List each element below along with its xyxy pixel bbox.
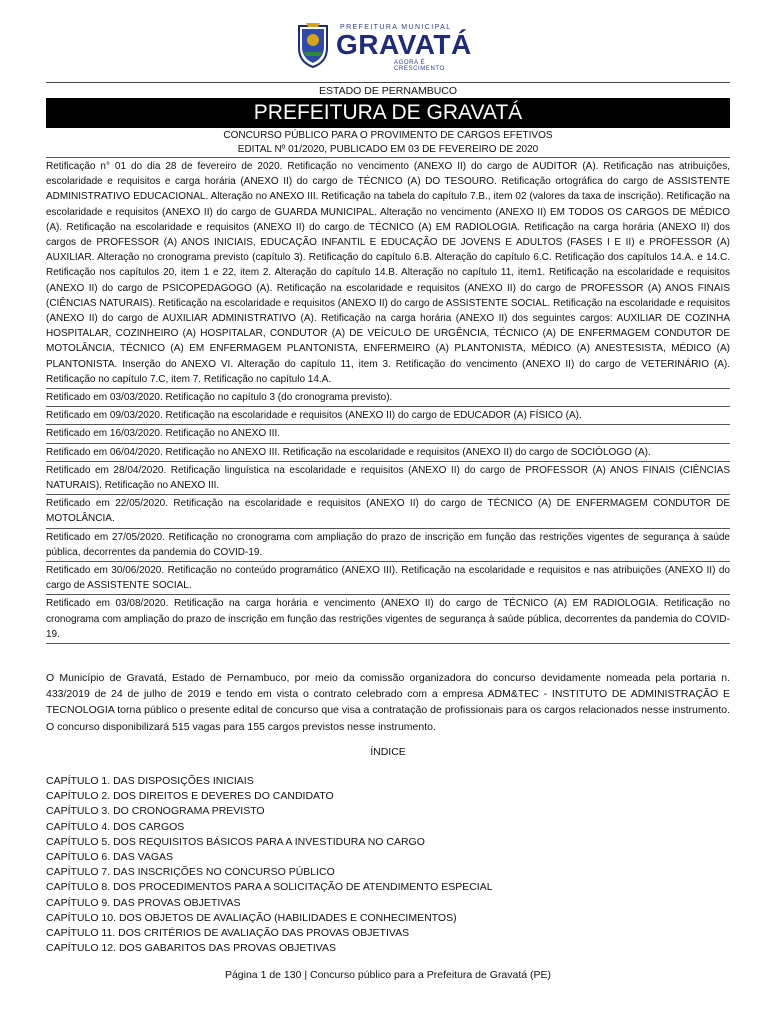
page-footer: Página 1 de 130 | Concurso público para a Prefeitura de Gravatá (PE) [224, 969, 552, 981]
retification-row: Retificação n° 01 do dia 28 de fevereiro de 2020. Retificação no vencimento (ANEXO II) do cargo de AUDITOR (A). Retificação nas atribuições, escolaridade e requisitos e carga horária (ANEXO II) do cargo de TÉCNICO (A) DO TESOURO. Retificação ortográfica do cargo de ASSISTENTE ADMINISTRATIVO EDUCACIONAL. Alteração no ANEXO III. Retificação na tabela do capítulo 7.B., item 02 (valores da taxa de inscrição). Retificação na escolaridade e requisitos (ANEXO II) do cargo de GUARDA MUNICIPAL. Alteração no vencimento (ANEXO II) EM TODOS OS CARGOS DE MÉDICO (A). Retificação na escolaridade e requisitos (ANEXO II) do cargo de TÉCNICO (A) EM RADIOLOGIA. Retificação na carga horária (ANEXO II) dos cargos de PROFESSOR (A) ANOS INICIAIS, EDUCAÇÃO INFANTIL E EDUCAÇÃO DE JOVENS E ADULTOS (FASES I E II) e PROFESSOR (A) AUXILIAR. Alteração no cronograma previsto (capítulo 3). Retificação do capítulo 6.B. Alteração do capítulo 6.C. Retificação dos capítulos 14.A. e 14.C. Retificação nos capítulos 20, item 1 e 22, item 2. Alteração do capítulo 14.B. Alteração no capítulo 11, item1. Retificação na escolaridade e requisitos (ANEXO II) do cargo de PSICOPEDAGOGO (A). Retificação na escolaridade e requisitos (ANEXO II) do cargo de PROFESSOR (A) ANOS FINAIS (CIÊNCIAS NATURAIS). Retificação na escolaridade e requisitos (ANEXO II) do cargo de ASSISTENTE SOCIAL. Retificação na escolaridade e requisitos (ANEXO II) do cargo de AUXILIAR ADMINISTRATIVO (A). Retificação na carga horária (ANEXO II) dos seguintes cargos: AUXILIAR DE COZINHA HOSPITALAR, COZINHEIRO (A) HOSPITALAR, CONDUTOR (A) DE VEÍCULO DE URGÊNCIA, TÉCNICO (A) DE ENFERMAGEM CONDUTOR DE MOTOLÂNCIA, TÉCNICO (A) EM ENFERMAGEM PLANTONISTA, ENFERMEIRO (A) PLANTONISTA, MÉDICO (A) ANESTESISTA, MÉDICO (A) PLANTONISTA. Inserção do ANEXO VI. Alteração do capítulo 11, item 3. Retificação do vencimento (ANEXO II) do cargo de VETERINÁRIO (A). Retificação no capítulo 7.C, item 7. Retificação no capítulo 14.A. [46, 158, 730, 389]
retification-table [46, 157, 730, 644]
header-divider [46, 82, 730, 83]
table-of-contents [46, 774, 730, 956]
city-crest-icon [296, 22, 330, 68]
toc-item[interactable]: CAPÍTULO 12. DOS GABARITOS DAS PROVAS OBJETIVAS [46, 942, 336, 955]
toc-item[interactable]: CAPÍTULO 4. DOS CARGOS [46, 820, 185, 833]
prefeitura-logo [296, 22, 476, 70]
retification-row: Retificado em 28/04/2020. Retificação linguística na escolaridade e requisitos (ANEXO II) do cargo de PROFESSOR (A) ANOS FINAIS (CIÊNCIAS NATURAIS). Retificação no ANEXO III. [46, 462, 730, 495]
toc-item[interactable]: CAPÍTULO 5. DOS REQUISITOS BÁSICOS PARA A INVESTIDURA NO CARGO [46, 835, 425, 848]
retification-row: Retificado em 03/03/2020. Retificação no capítulo 3 (do cronograma previsto). [46, 389, 730, 407]
retification-row: Retificado em 03/08/2020. Retificação na carga horária e vencimento (ANEXO II) do cargo de TÉCNICO (A) EM RADIOLOGIA. Retificação no cronograma com ampliação do prazo de inscrição em função das restrições vigentes de segurança à saúde pública, decorrentes da pandemia do COVID-19. [46, 595, 730, 644]
toc-item[interactable]: CAPÍTULO 2. DOS DIREITOS E DEVERES DO CANDIDATO [46, 790, 334, 803]
logo-city-name: GRAVATÁ [336, 29, 472, 60]
toc-item[interactable]: CAPÍTULO 1. DAS DISPOSIÇÕES INICIAIS [46, 775, 254, 787]
logo-prefeitura-text: PREFEITURA MUNICIPAL [340, 24, 452, 31]
state-name: ESTADO DE PERNAMBUCO [318, 85, 458, 97]
retification-row: Retificado em 22/05/2020. Retificação na escolaridade e requisitos (ANEXO II) do cargo de TÉCNICO (A) DE ENFERMAGEM CONDUTOR DE MOTOLÂNCIA. [46, 495, 730, 528]
toc-item[interactable]: CAPÍTULO 9. DAS PROVAS OBJETIVAS [46, 896, 241, 909]
toc-item[interactable]: CAPÍTULO 6. DAS VAGAS [46, 851, 174, 864]
toc-item[interactable]: CAPÍTULO 10. DOS OBJETOS DE AVALIAÇÃO (HABILIDADES E CONHECIMENTOS) [46, 911, 457, 924]
toc-item[interactable]: CAPÍTULO 8. DOS PROCEDIMENTOS PARA A SOLICITAÇÃO DE ATENDIMENTO ESPECIAL [46, 881, 493, 894]
contest-subtitle: CONCURSO PÚBLICO PARA O PROVIMENTO DE CARGOS EFETIVOS [223, 130, 553, 141]
toc-item[interactable]: CAPÍTULO 3. DO CRONOGRAMA PREVISTO [46, 805, 265, 818]
intro-paragraph: O Município de Gravatá, Estado de Pernambuco, por meio da comissão organizadora do concurso devidamente nomeada pela portaria n. 433/2019 de 24 de julho de 2019 e tendo em vista o contrato celebrado com a empresa ADM&TEC - INSTITUTO DE ADMINISTRAÇÃO E TECNOLOGIA torna público o presente edital de concurso que visa a contratação de profissionais para os cargos relacionados nesse instrumento. O concurso disponibilizará 515 vagas para 155 cargos previstos nesse instrumento. [46, 672, 730, 733]
retification-row: Retificado em 30/06/2020. Retificação no conteúdo programático (ANEXO III). Retificação na escolaridade e requisitos e nas atribuições (ANEXO II) do cargo de ASSISTENTE SOCIAL. [46, 562, 730, 595]
retification-row: Retificado em 16/03/2020. Retificação no ANEXO III. [46, 425, 730, 443]
toc-item[interactable]: CAPÍTULO 7. DAS INSCRIÇÕES NO CONCURSO PÚBLICO [46, 866, 335, 879]
page-title: PREFEITURA DE GRAVATÁ [46, 98, 730, 128]
toc-item[interactable]: CAPÍTULO 11. DOS CRITÉRIOS DE AVALIAÇÃO DAS PROVAS OBJETIVAS [46, 927, 410, 940]
logo-slogan: AGORA É CRESCIMENTO [394, 60, 445, 72]
retification-row: Retificado em 06/04/2020. Retificação no ANEXO III. Retificação na escolaridade e requisitos (ANEXO II) do cargo de SOCIÓLOGO (A). [46, 444, 730, 462]
retification-row: Retificado em 09/03/2020. Retificação na escolaridade e requisitos (ANEXO II) do cargo de EDUCADOR (A) FÍSICO (A). [46, 407, 730, 425]
index-title: ÍNDICE [370, 746, 406, 758]
edital-subtitle: EDITAL Nº 01/2020, PUBLICADO EM 03 DE FEVEREIRO DE 2020 [237, 144, 539, 155]
retification-row: Retificado em 27/05/2020. Retificação no cronograma com ampliação do prazo de inscrição em função das restrições vigentes de segurança à saúde pública, decorrentes da pandemia do COVID-19. [46, 529, 730, 562]
